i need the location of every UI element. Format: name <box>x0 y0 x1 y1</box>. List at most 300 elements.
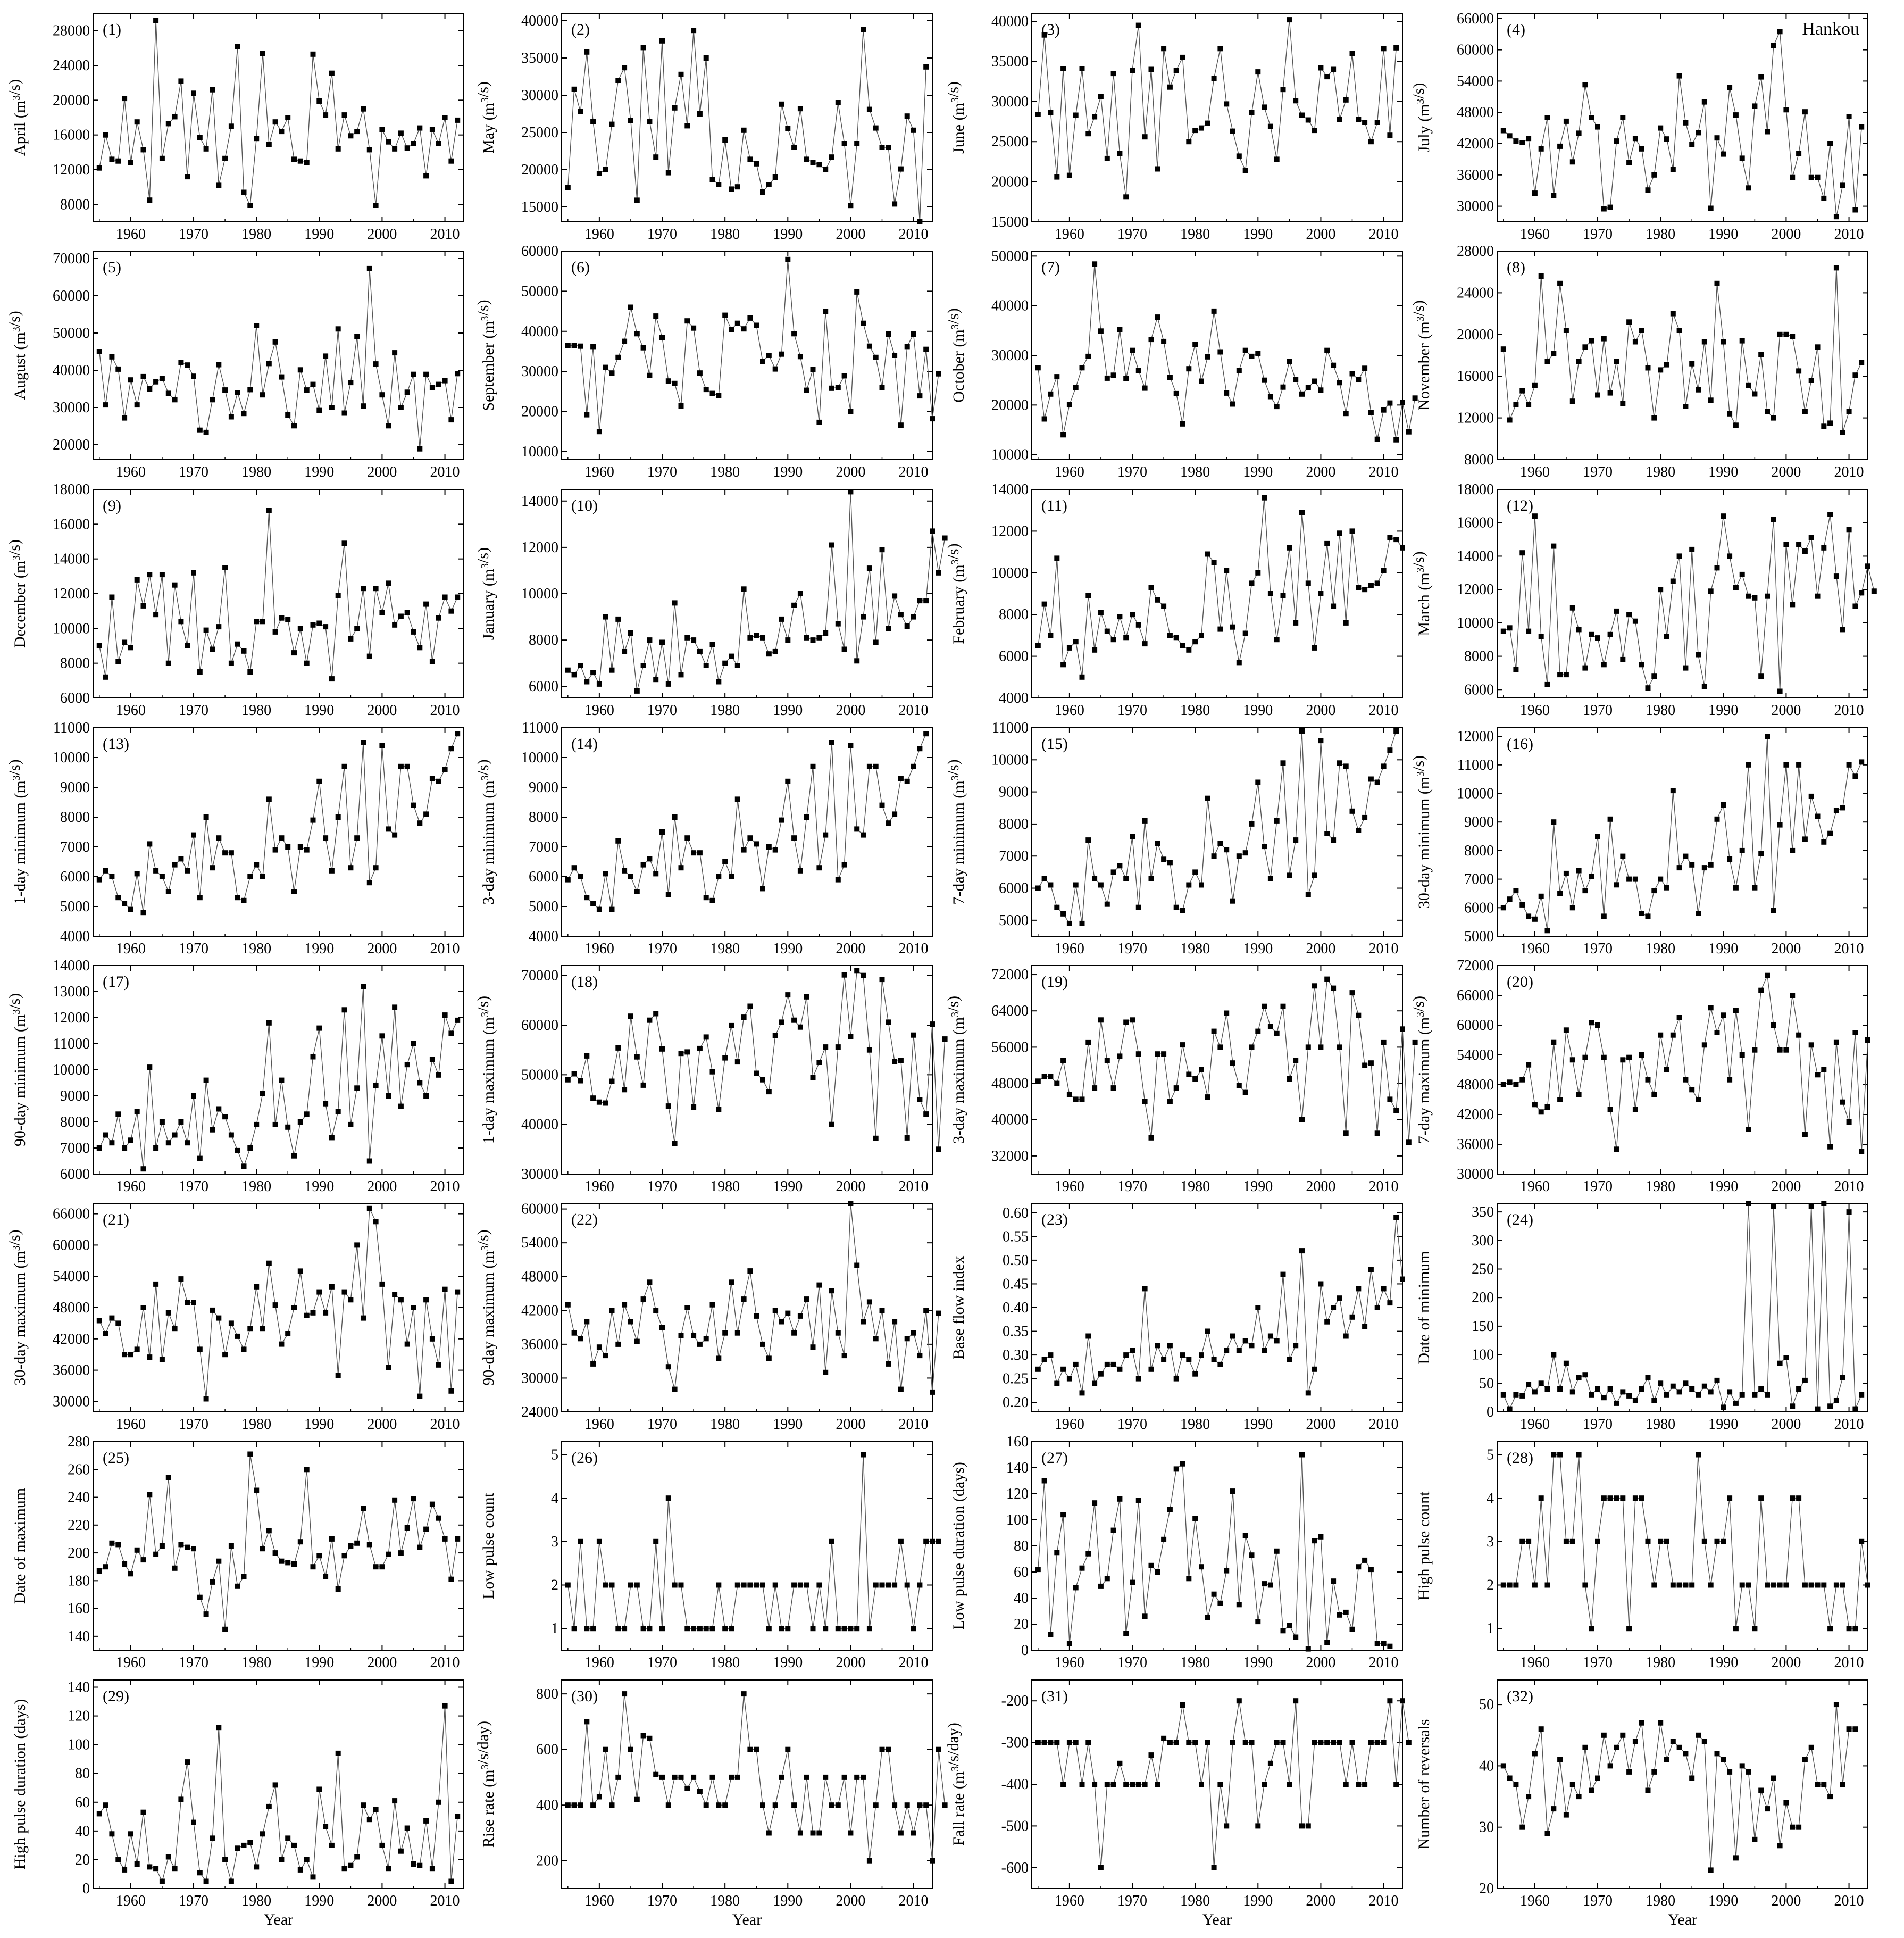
data-point <box>1299 113 1305 118</box>
data-point <box>1595 1539 1600 1544</box>
data-point <box>1551 819 1556 825</box>
plot-frame <box>562 728 932 936</box>
data-point <box>798 1313 803 1319</box>
data-point <box>936 1311 941 1316</box>
panel-label: (7) <box>1041 259 1060 276</box>
data-point <box>741 1296 747 1302</box>
data-point <box>442 1287 448 1292</box>
panel-label: (28) <box>1507 1449 1533 1467</box>
series-line <box>1038 20 1396 197</box>
data-point <box>411 1861 416 1867</box>
x-tick-label: 1990 <box>1243 1654 1273 1671</box>
data-point <box>1570 1539 1575 1544</box>
data-point <box>1293 620 1298 626</box>
data-point <box>1262 104 1267 110</box>
data-point <box>729 1279 734 1285</box>
data-point <box>1199 1782 1204 1787</box>
data-point <box>760 886 765 891</box>
data-point <box>1765 129 1770 135</box>
data-point <box>97 349 102 354</box>
data-point <box>1677 1745 1682 1750</box>
data-point <box>1174 391 1179 396</box>
data-point <box>873 640 879 645</box>
y-tick-label: 50000 <box>521 1067 558 1084</box>
data-point <box>1287 545 1292 551</box>
data-point <box>836 100 841 105</box>
data-point <box>1117 1367 1122 1372</box>
panel-29 <box>11 1679 464 1928</box>
y-axis-label: Date of maximum <box>11 1487 29 1604</box>
data-point <box>147 1492 152 1497</box>
data-point <box>917 1097 922 1102</box>
data-point <box>641 1626 646 1631</box>
y-tick-label: 50 <box>1479 1696 1494 1714</box>
data-point <box>1155 841 1160 846</box>
series-line <box>99 269 457 449</box>
x-tick-label: 1970 <box>1583 1893 1613 1909</box>
data-point <box>411 803 416 808</box>
data-point <box>430 659 435 664</box>
x-tick-label: 1960 <box>115 702 146 719</box>
data-point <box>1758 673 1764 679</box>
data-point <box>892 1319 897 1325</box>
data-point <box>1085 593 1091 598</box>
data-point <box>1513 138 1518 144</box>
data-point <box>597 1539 602 1544</box>
data-point <box>348 636 353 642</box>
data-point <box>1237 1602 1242 1607</box>
data-point <box>304 847 310 853</box>
data-point <box>222 387 228 393</box>
y-axis-label: Rise rate $(m^3/s/day)$ <box>474 1720 497 1848</box>
data-point <box>1054 174 1059 180</box>
x-tick-label: 2010 <box>1368 941 1399 957</box>
data-point <box>1092 114 1097 120</box>
data-point <box>1042 602 1047 607</box>
data-point <box>1746 383 1751 388</box>
data-point <box>766 651 772 656</box>
data-point <box>1105 902 1110 907</box>
data-point <box>615 617 621 622</box>
x-tick-label: 2010 <box>1368 1416 1399 1433</box>
data-point <box>411 1496 416 1501</box>
data-point <box>1350 528 1355 534</box>
data-point <box>1212 1029 1217 1034</box>
data-point <box>848 1626 853 1631</box>
data-point <box>1708 1867 1714 1873</box>
data-point <box>1777 29 1783 34</box>
data-point <box>455 1814 460 1819</box>
x-tick-label: 1970 <box>1117 1178 1148 1195</box>
data-point <box>716 679 721 685</box>
data-point <box>1727 856 1732 862</box>
data-point <box>791 835 797 841</box>
data-point <box>679 1051 684 1056</box>
x-tick-label: 1970 <box>1583 702 1613 719</box>
data-point <box>1230 625 1235 630</box>
data-point <box>1130 1017 1135 1022</box>
data-point <box>1393 537 1399 542</box>
data-point <box>1212 309 1217 314</box>
data-point <box>1589 874 1594 879</box>
panel-label: (31) <box>1041 1687 1068 1705</box>
data-point <box>1715 135 1720 140</box>
y-tick-label: 6000 <box>60 869 90 885</box>
data-point <box>1796 542 1801 547</box>
x-tick-label: 1980 <box>1646 941 1676 957</box>
data-point <box>722 1626 728 1631</box>
y-tick-label: 14000 <box>53 958 90 974</box>
data-point <box>141 910 146 915</box>
data-point <box>1614 1401 1619 1406</box>
y-axis-label: 30-day maximum $(m^3/s)$ <box>6 1229 29 1386</box>
data-point <box>1230 1740 1235 1745</box>
x-tick-label: 1980 <box>710 226 740 243</box>
data-point <box>1708 1583 1714 1588</box>
data-point <box>773 1033 778 1038</box>
x-tick-label: 2010 <box>430 1416 460 1433</box>
data-point <box>1142 1782 1148 1787</box>
data-point <box>848 743 853 748</box>
data-point <box>867 1858 872 1864</box>
y-tick-label: 7000 <box>999 848 1029 865</box>
data-point <box>1570 1389 1575 1394</box>
data-point <box>1142 1613 1148 1619</box>
data-point <box>1167 1740 1173 1745</box>
data-point <box>791 1018 797 1023</box>
data-point <box>1098 1371 1104 1377</box>
x-tick-label: 1970 <box>647 702 678 719</box>
y-axis-label: 1-day minimum $(m^3/s)$ <box>6 759 29 905</box>
data-point <box>729 1023 734 1028</box>
data-point <box>1614 882 1619 887</box>
data-point <box>628 874 633 879</box>
data-point <box>160 572 165 577</box>
panel-16 <box>1410 728 1868 957</box>
data-point <box>1821 839 1826 845</box>
data-point <box>886 1019 891 1025</box>
y-tick-label: 30000 <box>521 87 558 104</box>
y-axis-label: Low pulse duration (days) <box>950 1462 967 1630</box>
data-point <box>115 1111 121 1117</box>
data-point <box>1595 393 1600 398</box>
data-point <box>886 145 891 150</box>
data-point <box>735 321 740 326</box>
y-tick-label: 40000 <box>521 1116 558 1133</box>
data-point <box>448 1030 454 1036</box>
data-point <box>716 1107 721 1112</box>
data-point <box>128 1137 133 1143</box>
data-point <box>1545 1583 1550 1588</box>
data-point <box>354 334 360 339</box>
data-point <box>392 146 397 152</box>
data-point <box>398 405 404 410</box>
x-tick-label: 2010 <box>898 1893 929 1909</box>
data-point <box>1042 1478 1047 1484</box>
data-point <box>141 603 146 609</box>
data-point <box>1067 921 1072 926</box>
data-point <box>1224 1011 1229 1016</box>
data-point <box>398 1297 404 1302</box>
data-point <box>659 640 665 645</box>
data-point <box>122 640 127 645</box>
data-point <box>754 323 759 328</box>
y-tick-label: 30000 <box>521 363 558 380</box>
data-point <box>1230 402 1235 407</box>
data-point <box>386 139 391 145</box>
data-point <box>804 814 809 820</box>
data-point <box>1746 762 1751 768</box>
data-point <box>1105 1058 1110 1063</box>
x-tick-label: 2000 <box>1306 464 1336 480</box>
x-tick-label: 1980 <box>241 1416 272 1433</box>
y-tick-label: 150 <box>1472 1318 1494 1335</box>
data-point <box>1130 348 1135 353</box>
data-point <box>679 72 684 77</box>
data-point <box>804 156 809 162</box>
data-point <box>1337 117 1342 122</box>
data-point <box>166 121 171 126</box>
data-point <box>1324 831 1330 836</box>
data-point <box>653 1011 658 1017</box>
data-point <box>298 159 303 164</box>
data-point <box>735 663 740 668</box>
data-point <box>1350 990 1355 995</box>
data-point <box>122 901 127 906</box>
data-point <box>873 1802 879 1808</box>
data-point <box>109 1316 114 1321</box>
data-point <box>1085 1040 1091 1045</box>
data-point <box>1362 1558 1367 1563</box>
data-point <box>1249 580 1255 586</box>
data-point <box>666 681 671 687</box>
x-tick-label: 1970 <box>1583 226 1613 243</box>
data-point <box>128 645 133 650</box>
data-point <box>1513 667 1518 672</box>
y-axis-label: April $(m^3/s)$ <box>6 79 29 156</box>
data-point <box>160 376 165 381</box>
data-point <box>1299 1117 1305 1122</box>
data-point <box>1821 423 1826 429</box>
data-point <box>798 354 803 359</box>
data-point <box>147 841 152 846</box>
data-point <box>1318 738 1323 743</box>
data-point <box>1872 588 1877 594</box>
data-point <box>1847 114 1852 119</box>
data-point <box>398 614 404 619</box>
data-point <box>1281 87 1286 92</box>
data-point <box>1777 1583 1783 1588</box>
y-tick-label: 5 <box>551 1446 558 1463</box>
data-point <box>367 1817 372 1822</box>
y-tick-label: 36000 <box>521 1336 558 1353</box>
data-point <box>1746 1127 1751 1132</box>
data-point <box>816 1831 822 1836</box>
data-point <box>1683 666 1688 671</box>
data-point <box>1105 1362 1110 1367</box>
data-point <box>1167 375 1173 380</box>
y-tick-label: 72000 <box>1457 958 1494 974</box>
data-point <box>178 856 183 861</box>
data-point <box>160 874 165 879</box>
data-point <box>1192 1371 1198 1377</box>
data-point <box>1847 1119 1852 1125</box>
data-point <box>1255 1619 1260 1624</box>
data-point <box>1400 1698 1405 1703</box>
data-point <box>1582 666 1588 671</box>
x-tick-label: 1960 <box>1519 702 1550 719</box>
data-point <box>615 1775 621 1780</box>
x-tick-label: 1980 <box>710 1893 740 1909</box>
x-tick-label: 1970 <box>1117 1893 1148 1909</box>
data-point <box>1174 1466 1179 1471</box>
x-tick-label: 2010 <box>1368 1893 1399 1909</box>
y-tick-label: 60000 <box>1457 1017 1494 1034</box>
data-point <box>1545 359 1550 364</box>
data-point <box>1601 336 1607 342</box>
data-point <box>323 353 328 359</box>
data-point <box>679 1333 684 1338</box>
data-point <box>1237 1348 1242 1353</box>
data-point <box>823 1626 828 1631</box>
data-point <box>679 1775 684 1780</box>
data-point <box>1350 809 1355 814</box>
x-tick-label: 1970 <box>647 1178 678 1195</box>
data-point <box>1224 101 1229 106</box>
data-point <box>260 1091 265 1096</box>
series-line <box>568 260 939 431</box>
data-point <box>1646 685 1651 691</box>
data-point <box>1646 1077 1651 1083</box>
data-point <box>1186 647 1191 653</box>
data-point <box>147 386 152 392</box>
data-point <box>128 1831 133 1836</box>
data-point <box>1852 1030 1858 1035</box>
data-point <box>279 1857 284 1862</box>
data-point <box>1733 1008 1739 1013</box>
panel-22 <box>474 1201 941 1433</box>
y-tick-label: 20000 <box>521 403 558 420</box>
series-line <box>99 20 457 205</box>
data-point <box>235 390 240 395</box>
data-point <box>166 889 171 894</box>
data-point <box>1601 1733 1607 1738</box>
data-point <box>603 365 608 370</box>
data-point <box>1337 1740 1342 1745</box>
data-point <box>1085 354 1091 359</box>
data-point <box>1689 361 1694 367</box>
data-point <box>1589 1788 1594 1793</box>
data-point <box>816 1060 822 1065</box>
data-point <box>153 868 158 874</box>
data-point <box>1268 124 1273 129</box>
x-axis-label: Year <box>732 1911 762 1928</box>
data-point <box>679 865 684 870</box>
data-point <box>1513 888 1518 893</box>
data-point <box>115 1320 121 1326</box>
data-point <box>942 536 948 541</box>
data-point <box>354 626 360 631</box>
y-tick-label: 1 <box>551 1620 558 1637</box>
data-point <box>1834 1040 1839 1045</box>
data-point <box>1752 1837 1757 1842</box>
data-point <box>634 889 640 894</box>
data-point <box>1664 136 1669 142</box>
y-tick-label: 8000 <box>60 1114 90 1130</box>
data-point <box>1626 1769 1632 1775</box>
data-point <box>679 672 684 677</box>
data-point <box>1752 103 1757 109</box>
data-point <box>1080 365 1085 370</box>
data-point <box>1557 672 1563 677</box>
y-tick-label: 200 <box>68 1545 90 1562</box>
x-tick-label: 1960 <box>1054 941 1084 957</box>
x-tick-label: 1990 <box>1708 464 1739 480</box>
data-point <box>1859 590 1864 595</box>
data-point <box>411 141 416 146</box>
data-point <box>1758 1788 1764 1793</box>
data-point <box>572 672 577 677</box>
data-point <box>691 1104 696 1110</box>
data-point <box>1777 332 1783 337</box>
data-point <box>785 779 790 784</box>
data-point <box>448 1879 454 1884</box>
data-point <box>336 1373 341 1378</box>
data-point <box>1136 23 1141 28</box>
data-point <box>1664 1539 1669 1544</box>
data-point <box>1557 1097 1563 1102</box>
data-point <box>229 1879 234 1884</box>
data-point <box>1519 1077 1525 1083</box>
data-point <box>1155 1569 1160 1575</box>
data-point <box>1375 580 1380 586</box>
data-point <box>1765 409 1770 414</box>
data-point <box>861 321 866 326</box>
data-point <box>1186 1576 1191 1581</box>
data-point <box>1576 627 1582 632</box>
data-point <box>572 1626 577 1631</box>
y-tick-label: 14000 <box>521 493 558 510</box>
data-point <box>816 635 822 641</box>
data-point <box>1224 390 1229 396</box>
data-point <box>867 565 872 571</box>
data-point <box>1620 854 1625 859</box>
y-axis-label: 30-day minimum $(m^3/s)$ <box>1410 755 1433 909</box>
data-point <box>1827 1403 1833 1409</box>
data-point <box>405 764 410 769</box>
panel-label: (19) <box>1041 973 1068 991</box>
data-point <box>135 1346 140 1352</box>
data-point <box>436 1072 441 1078</box>
data-point <box>634 688 640 694</box>
series-line <box>99 734 457 912</box>
data-point <box>229 1320 234 1326</box>
data-point <box>235 44 240 49</box>
data-point <box>1570 605 1575 611</box>
plot-frame <box>1032 966 1402 1174</box>
data-point <box>260 1546 265 1551</box>
data-point <box>386 1365 391 1370</box>
y-tick-label: -200 <box>1001 1693 1029 1710</box>
data-point <box>367 654 372 659</box>
data-point <box>1155 314 1160 320</box>
data-point <box>911 331 916 337</box>
data-point <box>1136 622 1141 628</box>
data-point <box>191 1546 196 1551</box>
data-point <box>1343 1130 1349 1136</box>
data-point <box>1243 1740 1248 1745</box>
data-point <box>291 1305 297 1310</box>
